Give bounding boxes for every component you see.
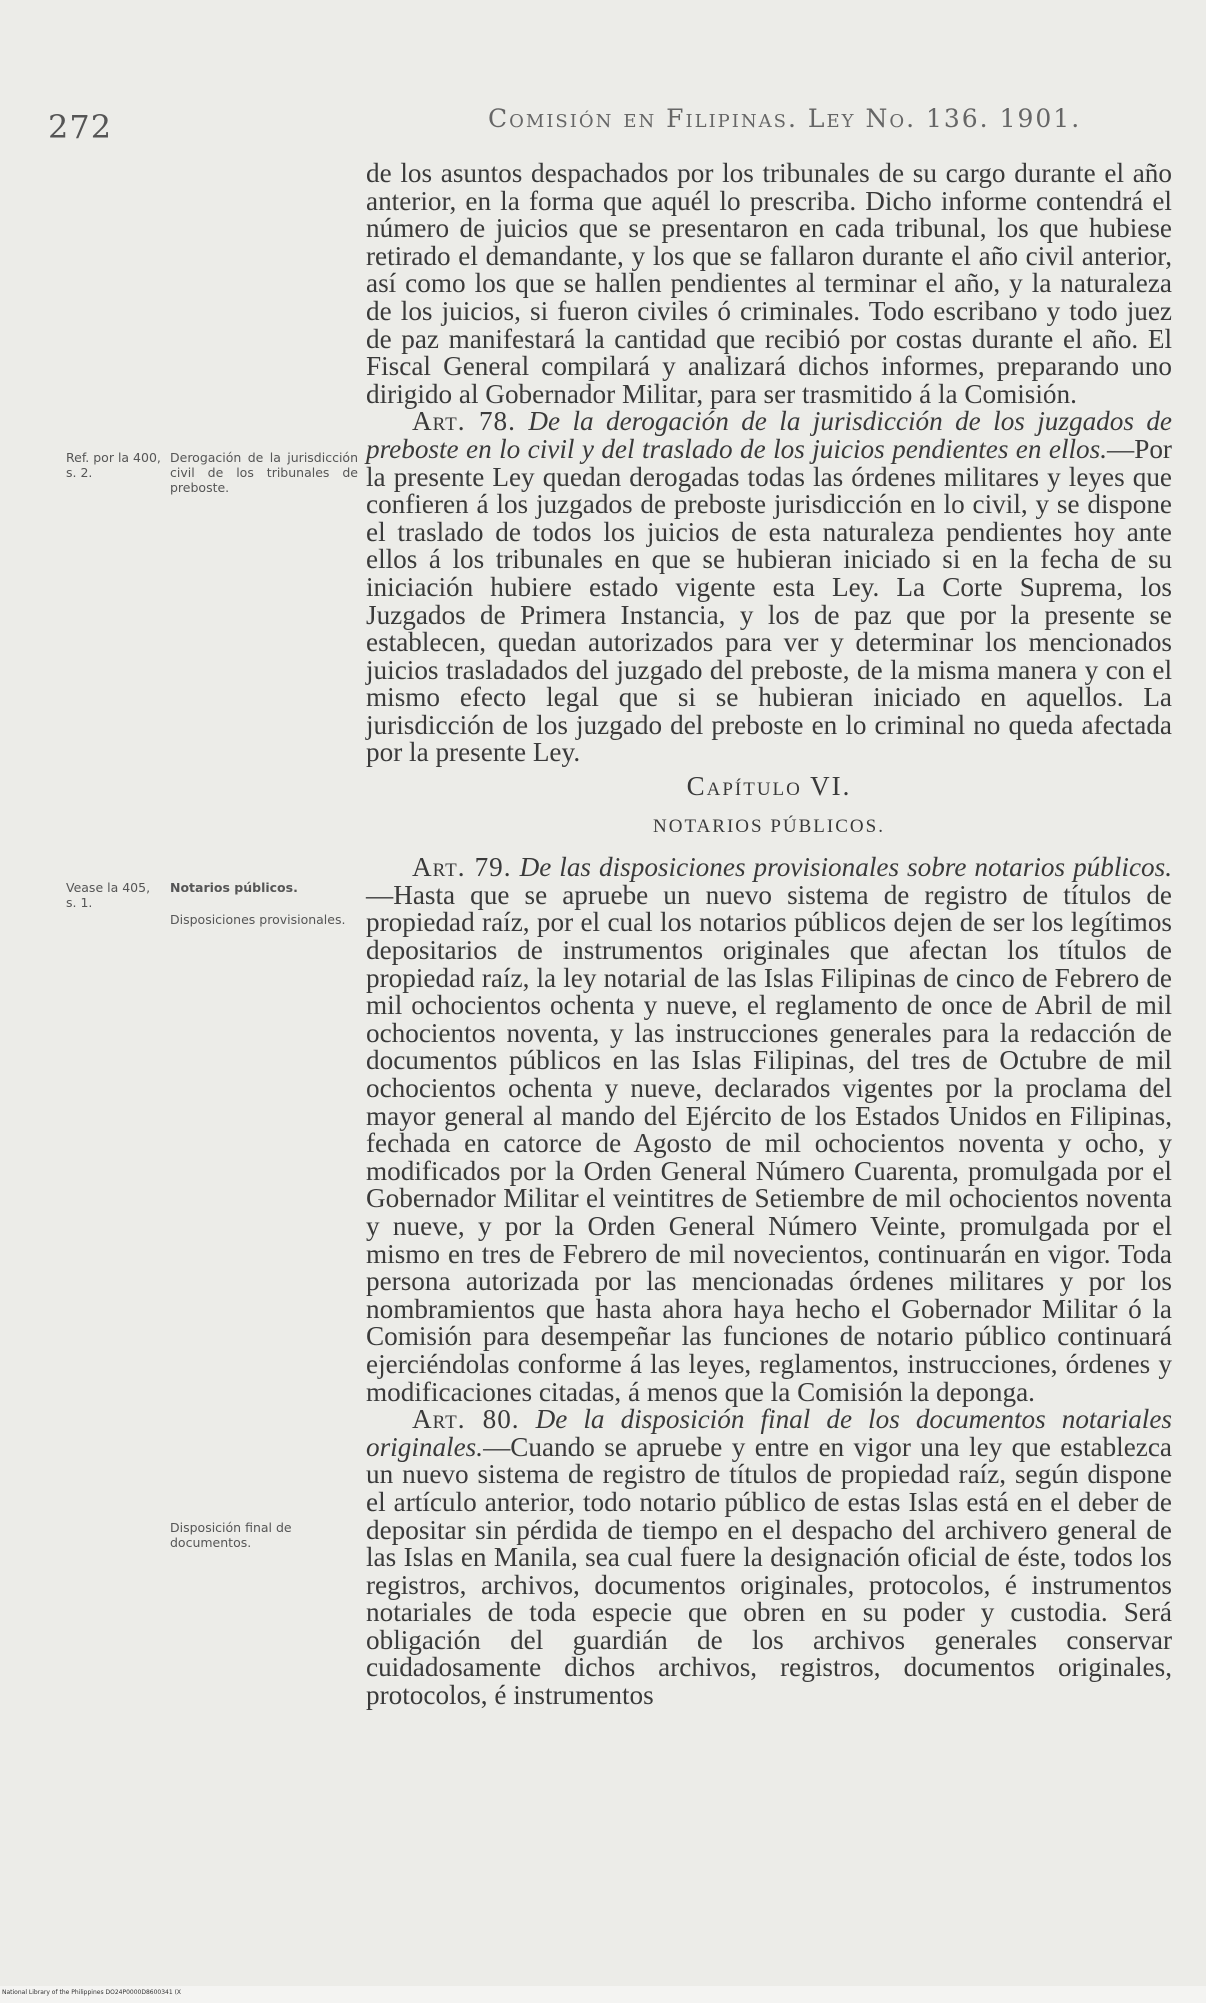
article-79-title: De las disposiciones provisionales sobre notarios públicos.: [519, 852, 1173, 883]
margin-topic-art79: Disposiciones provisionales.: [170, 912, 346, 927]
article-80: [366, 1406, 1172, 1710]
chapter-heading: Capítulo VI.: [686, 771, 852, 802]
article-80-number: Art. 80.: [412, 1404, 520, 1435]
margin-topic-art80: Disposición final de documentos.: [170, 1520, 292, 1550]
margin-topic-art78: Derogación de la jurisdicción civil de los tribunales de preboste.: [170, 450, 358, 495]
margin-topic-notarios: Notarios públicos.: [170, 880, 298, 895]
footer-note: National Library of the Philippines DO24P0000D8600341 (X: [2, 1989, 182, 1996]
page-number: 272: [48, 108, 113, 146]
margin-ref-art79: Vease la 405, s. 1.: [66, 880, 151, 910]
article-78-number: Art. 78.: [412, 406, 516, 437]
opening-paragraph: de los asuntos despachados por los tribunales de su cargo durante el año anterior, en la forma que aquél lo prescriba. Dicho informe contendrá el número de juicios que se presentaron en cada tribunal, los que hubiese retirado el demandante, y los que se fallaron durante el año civil anterior, así como los que se hallen pendientes al terminar el año, y la naturaleza de los juicios, si fueron civiles ó criminales. Todo escribano y todo juez de paz manifestará la cantidad que recibió por costas durante el año. El Fiscal General compilará y analizará dichos informes, preparando uno dirigido al Gobernador Militar, para ser trasmitido á la Comisión.: [366, 158, 1172, 409]
body-text: [366, 160, 1172, 1710]
article-79: [366, 854, 1172, 1406]
running-head: Comisión en Filipinas. Ley No. 136. 1901.: [488, 104, 1082, 133]
article-79-number: Art. 79.: [412, 852, 512, 883]
article-78-text: —Por la presente Ley quedan derogadas todas las órdenes militares y leyes que confieren á los juzgados de preboste jurisdicción en lo civil, y se dispone el traslado de todos los juicios de esta naturaleza pendientes hoy ante ellos á los tribunales en que se hubieran iniciado si en la fecha de su iniciación hubiere estado vigente esta Ley. La Corte Suprema, los Juzgados de Primera Instancia, y los de paz que por la presente se establecen, quedan autorizados para ver y determinar los mencionados juicios trasladados del juzgado del preboste, de la misma manera y con el mismo efecto legal que si se hubieran iniciado en aquellos. La jurisdicción de los juzgado del preboste en lo criminal no queda afectada por la presente Ley.: [366, 433, 1172, 768]
section-heading: NOTARIOS PÚBLICOS.: [653, 815, 885, 837]
article-78-title: De la derogación de la jurisdicción de los juzgados de preboste en lo civil y del traslado de los juicios pendientes en ellos.: [366, 406, 1172, 464]
article-80-title: De la disposición final de los documentos notariales originales.: [366, 1404, 1172, 1462]
margin-ref-art78: Ref. por la 400, s. 2.: [66, 450, 161, 480]
article-79-text: —Hasta que se apruebe un nuevo sistema de registro de títulos de propiedad raíz, por el cual los notarios públicos dejen de ser los legítimos depositarios de instrumentos originales que afectan los títulos de propiedad raíz, la ley notarial de las Islas Filipinas de cinco de Febrero de mil ochocientos ochenta y nueve, el reglamento de once de Abril de mil ochocientos noventa, y las instrucciones generales para la redacción de documentos públicos en las Islas Filipinas, del tres de Octubre de mil ochocientos ochenta y nueve, declarados vigentes por la proclama del mayor general al mando del Ejército de los Estados Unidos en Filipinas, fechada en catorce de Agosto de mil ochocientos noventa y ocho, y modificados por la Orden General Número Cuarenta, promulgada por el Gobernador Militar el veintitres de Setiembre de mil ochocientos noventa y nueve, y por la Orden General Número Veinte, promulgada por el mismo en tres de Febrero de mil novecientos, continuarán en vigor. Toda persona autorizada por las mencionadas órdenes militares y por los nombramientos que hasta ahora haya hecho el Gobernador Militar ó la Comisión para desempeñar las funciones de notario público continuará ejerciéndolas conforme á las leyes, reglamentos, instrucciones, órdenes y modificaciones citadas, á menos que la Comisión la deponga.: [366, 879, 1172, 1407]
article-80-text: —Cuando se apruebe y entre en vigor una ley que establezca un nuevo sistema de registro de títulos de propiedad raíz, según dispone el artículo anterior, todo notario público de estas Islas está en el deber de depositar sin pérdida de tiempo en el despacho del archivero general de las Islas en Manila, sea cual fuere la designación oficial de éste, todos los registros, archivos, documentos originales, protocolos, é instrumentos notariales de toda especie que obren en su poder y custodia. Será obligación del guardián de los archivos generales conservar cuidadosamente dichos archivos, registros, documentos originales, protocolos, é instrumentos: [366, 1431, 1172, 1711]
article-78: [366, 408, 1172, 767]
